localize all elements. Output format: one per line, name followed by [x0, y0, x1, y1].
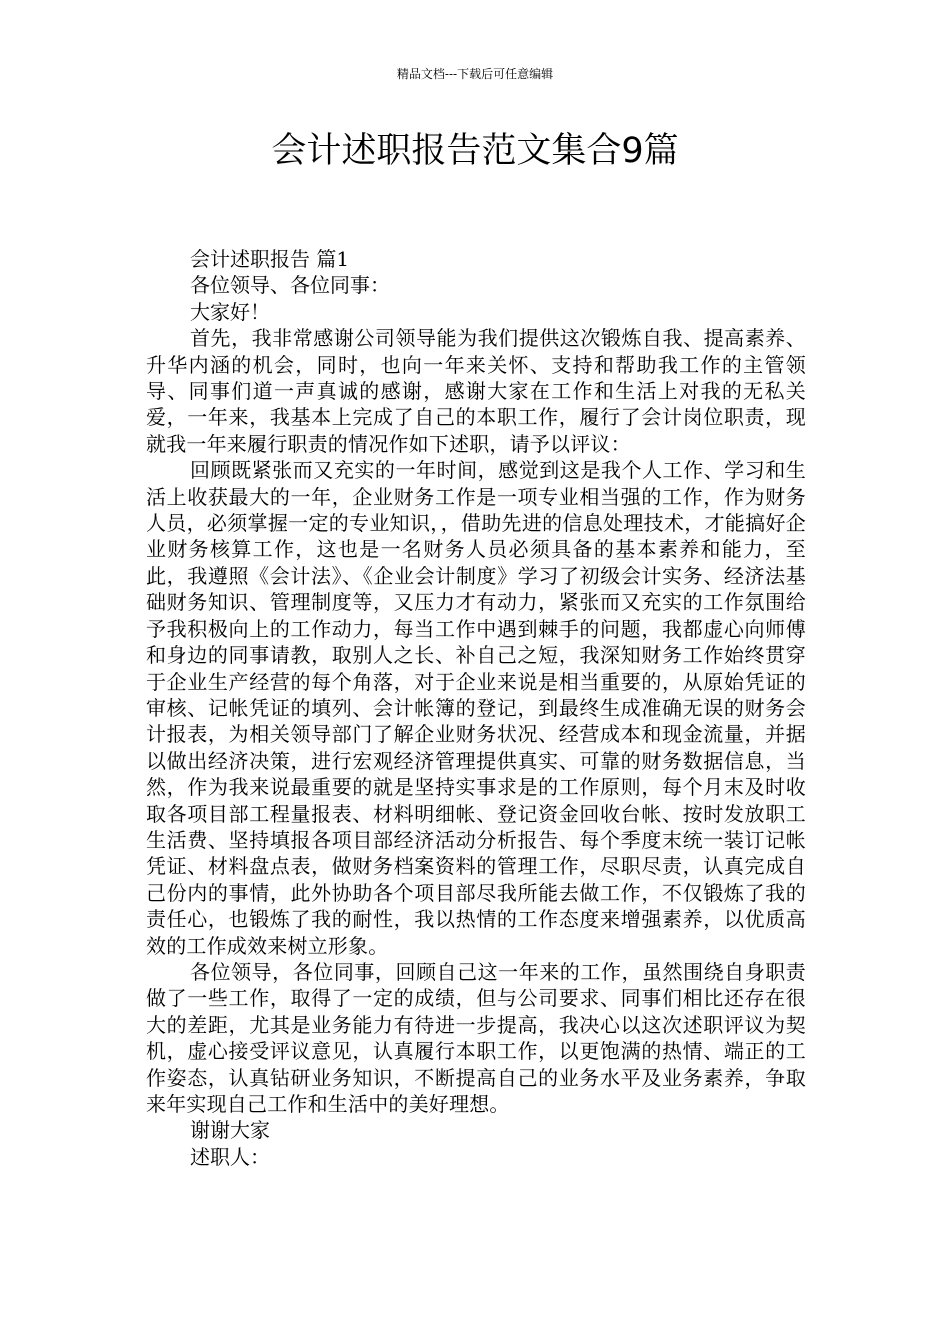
header-note: 精品文档---下载后可任意编辑: [396, 67, 554, 81]
paragraph: 首先，我非常感谢公司领导能为我们提供这次锻炼自我、提高素养、升华内涵的机会，同时，也向一年来关怀、支持和帮助我工作的主管领导、同事们道一声真诚的感谢，感谢大家在工作和生活上对我的无私关爱，一年来，我基本上完成了自己的本职工作，履行了会计岗位职责，现就我一年来履行职责的情况作如下述职，请予以评议：: [146, 326, 806, 456]
document-title: 会计述职报告范文集合9篇: [271, 131, 679, 171]
paragraph: 回顾既紧张而又充实的一年时间，感觉到这是我个人工作、学习和生活上收获最大的一年，企业财务工作是一项专业相当强的工作，作为财务人员，必须掌握一定的专业知识，，借助先进的信息处理技术，才能搞好企业财务核算工作，这也是一名财务人员必须具备的基本素养和能力，至此，我遵照《会计法》、《企业会计制度》学习了初级会计实务、经济法基础财务知识、管理制度等，又压力才有动力，紧张而又充实的工作氛围给予我积极向上的工作动力，每当工作中遇到棘手的问题，我都虚心向师傅和身边的同事请教，取别人之长、补自己之短，我深知财务工作始终贯穿于企业生产经营的每个角落，对于企业来说是相当重要的，从原始凭证的审核、记帐凭证的填列、会计帐簿的登记，到最终生成准确无误的财务会计报表，为相关领导部门了解企业财务状况、经营成本和现金流量，并据以做出经济决策，进行宏观经济管理提供真实、可靠的财务数据信息，当然，作为我来说最重要的就是坚持实事求是的工作原则，每个月末及时收取各项目部工程量报表、材料明细帐、登记资金回收台帐、按时发放职工生活费、坚持填报各项目部经济活动分析报告、每个季度末统一装订记帐凭证、材料盘点表，做财务档案资料的管理工作，尽职尽责，认真完成自己份内的事情，此外协助各个项目部尽我所能去做工作，不仅锻炼了我的责任心，也锻炼了我的耐性，我以热情的工作态度来增强素养，以优质高效的工作成效来树立形象。: [146, 458, 806, 958]
signature-label: 述职人：: [190, 1144, 270, 1169]
section-heading: 会计述职报告 篇1: [190, 247, 350, 271]
greeting: 大家好！: [190, 299, 270, 324]
paragraph: 各位领导，各位同事，回顾自己这一年来的工作，虽然围绕自身职责做了一些工作，取得了一定的成绩，但与公司要求、同事们相比还存在很大的差距，尤其是业务能力有待进一步提高，我决心以这次述职评议为契机，虚心接受评议意见，认真履行本职工作，以更饱满的热情、端正的工作姿态，认真钻研业务知识，不断提高自己的业务水平及业务素养，争取来年实现自己工作和生活中的美好理想。: [146, 959, 806, 1116]
document-body: [146, 246, 806, 1170]
closing: 谢谢大家: [190, 1118, 270, 1143]
salutation: 各位领导、各位同事：: [190, 273, 390, 298]
